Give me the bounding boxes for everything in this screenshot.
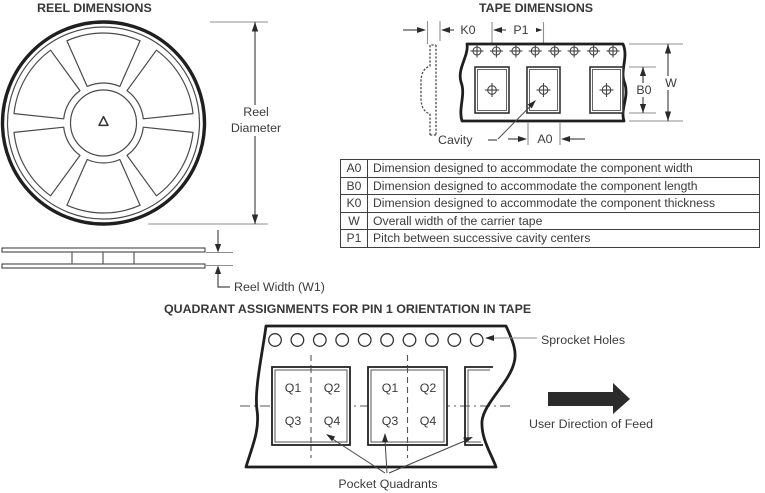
- table-row: [341, 160, 759, 177]
- dimension-definitions-table: [340, 159, 760, 248]
- pocket2-q4-label: Q4: [419, 414, 437, 428]
- quadrant-assignments-title: QUADRANT ASSIGNMENTS FOR PIN 1 ORIENTATION IN TAPE: [164, 302, 532, 316]
- pocket2-q3-label: Q3: [381, 414, 399, 428]
- reel-hub-connectors: [72, 252, 134, 264]
- dimension-description: Overall width of the carrier tape: [373, 213, 543, 228]
- pocket1-q1-label: Q1: [284, 381, 302, 395]
- dimension-description: Dimension designed to accommodate the component length: [373, 178, 698, 193]
- dimension-symbol: B0: [341, 178, 368, 195]
- sprocket-holes-label: Sprocket Holes: [541, 333, 626, 347]
- a0-label: A0: [531, 132, 559, 146]
- tape-cavities: [475, 67, 623, 113]
- dimension-description: Dimension designed to accommodate the component width: [373, 161, 693, 176]
- dimension-description: Pitch between successive cavity centers: [373, 231, 591, 246]
- pocket2-q2-label: Q2: [419, 381, 437, 395]
- pocket2-q1-label: Q1: [381, 381, 399, 395]
- quadrant-tape-drawing: [230, 315, 765, 493]
- b0-label: B0: [631, 83, 657, 97]
- dimension-symbol: W: [341, 213, 368, 230]
- reel-flange-top: [2, 248, 205, 252]
- pocket-quadrants-label: Pocket Quadrants: [338, 477, 438, 491]
- pocket1-q3-label: Q3: [284, 414, 302, 428]
- table-row: [341, 194, 759, 212]
- table-row: [341, 212, 759, 230]
- k0-label: K0: [454, 23, 482, 37]
- pocket1-q4-label: Q4: [323, 414, 341, 428]
- dimension-symbol: A0: [341, 160, 368, 177]
- cavity-label: Cavity: [438, 133, 473, 147]
- reel-flange-bottom: [2, 264, 205, 268]
- tape-dimensions-title: TAPE DIMENSIONS: [479, 1, 594, 15]
- p1-label: P1: [506, 23, 536, 37]
- reel-width-label: Reel Width (W1): [234, 280, 325, 294]
- table-row: [341, 229, 759, 247]
- reel-dimensions-title: REEL DIMENSIONS: [37, 1, 152, 15]
- pocket1-q2-label: Q2: [323, 381, 341, 395]
- reel-hub-circle: [71, 90, 137, 156]
- reel-diameter-label: Reel Diameter: [222, 105, 290, 136]
- w-label: W: [660, 76, 682, 90]
- dimension-symbol: K0: [341, 195, 368, 212]
- dimension-symbol: P1: [341, 230, 368, 247]
- reel-width-dimension: [206, 230, 233, 287]
- tape-profile-section: [421, 45, 436, 135]
- pocket-2: [368, 367, 447, 445]
- dimension-description: Dimension designed to accommodate the component thickness: [373, 196, 716, 211]
- table-row: [341, 177, 759, 195]
- feed-direction-arrow: [548, 383, 630, 414]
- feed-direction-label: User Direction of Feed: [529, 417, 653, 431]
- k0-dimension: [403, 21, 457, 44]
- pocket-1: [272, 367, 350, 445]
